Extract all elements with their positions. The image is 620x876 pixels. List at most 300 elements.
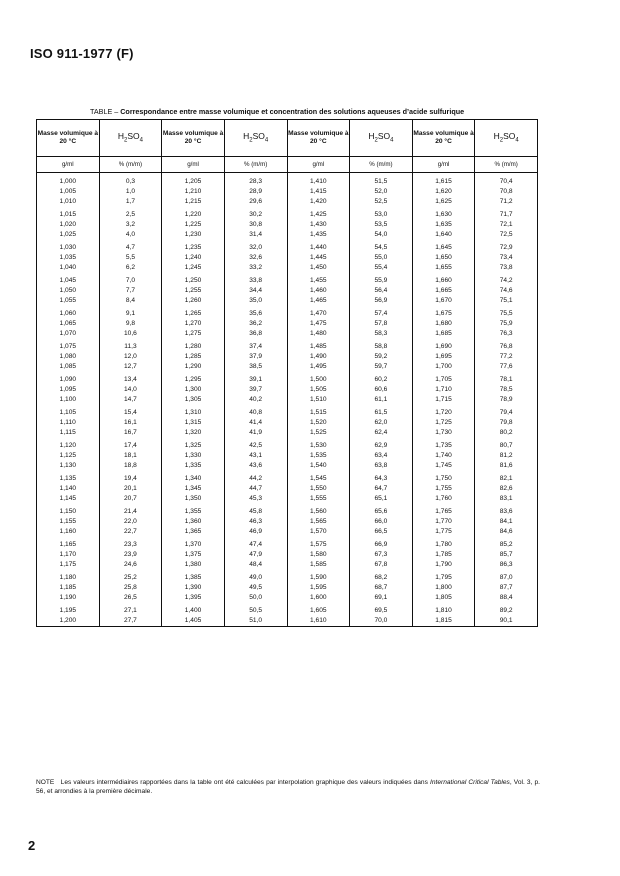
- density-cell: 1,015: [37, 210, 100, 220]
- density-cell: 1,615: [412, 173, 475, 188]
- concentration-cell: 61,1: [350, 395, 413, 405]
- concentration-cell: 82,6: [475, 484, 538, 494]
- density-cell: 1,490: [287, 352, 350, 362]
- concentration-cell: 70,8: [475, 187, 538, 197]
- concentration-cell: 27,7: [99, 616, 162, 627]
- concentration-cell: 32,6: [224, 253, 287, 263]
- concentration-cell: 88,4: [475, 593, 538, 603]
- table-row: [37, 540, 538, 550]
- page-number: 2: [28, 838, 36, 853]
- concentration-cell: 62,4: [350, 428, 413, 438]
- density-column-header: Masse volumique à 20 °C: [37, 120, 100, 157]
- density-cell: 1,200: [37, 616, 100, 627]
- concentration-cell: 66,5: [350, 527, 413, 537]
- density-cell: 1,700: [412, 362, 475, 372]
- concentration-cell: 44,7: [224, 484, 287, 494]
- table-row: [37, 418, 538, 428]
- concentration-cell: 58,3: [350, 329, 413, 339]
- concentration-cell: 20,1: [99, 484, 162, 494]
- density-cell: 1,275: [162, 329, 225, 339]
- density-cell: 1,530: [287, 441, 350, 451]
- concentration-cell: 80,7: [475, 441, 538, 451]
- concentration-cell: 50,0: [224, 593, 287, 603]
- density-cell: 1,265: [162, 309, 225, 319]
- table-row: [37, 451, 538, 461]
- density-cell: 1,280: [162, 342, 225, 352]
- acid-unit: % (m/m): [99, 157, 162, 173]
- density-cell: 1,395: [162, 593, 225, 603]
- density-cell: 1,640: [412, 230, 475, 240]
- density-cell: 1,090: [37, 375, 100, 385]
- density-cell: 1,565: [287, 517, 350, 527]
- density-cell: 1,650: [412, 253, 475, 263]
- concentration-cell: 62,0: [350, 418, 413, 428]
- table-row: [37, 517, 538, 527]
- concentration-cell: 70,0: [350, 616, 413, 627]
- density-cell: 1,750: [412, 474, 475, 484]
- density-cell: 1,205: [162, 173, 225, 188]
- concentration-cell: 27,1: [99, 606, 162, 616]
- concentration-cell: 24,6: [99, 560, 162, 570]
- concentration-cell: 43,6: [224, 461, 287, 471]
- density-cell: 1,300: [162, 385, 225, 395]
- density-cell: 1,625: [412, 197, 475, 207]
- concentration-cell: 41,9: [224, 428, 287, 438]
- table-row: [37, 276, 538, 286]
- concentration-cell: 83,1: [475, 494, 538, 504]
- density-cell: 1,660: [412, 276, 475, 286]
- concentration-cell: 62,9: [350, 441, 413, 451]
- density-cell: 1,730: [412, 428, 475, 438]
- table-row: [37, 375, 538, 385]
- concentration-cell: 73,8: [475, 263, 538, 273]
- document-header: ISO 911-1977 (F): [30, 46, 134, 61]
- concentration-cell: 73,4: [475, 253, 538, 263]
- density-cell: 1,645: [412, 243, 475, 253]
- concentration-cell: 18,8: [99, 461, 162, 471]
- density-cell: 1,425: [287, 210, 350, 220]
- density-cell: 1,675: [412, 309, 475, 319]
- acid-unit: % (m/m): [350, 157, 413, 173]
- density-cell: 1,445: [287, 253, 350, 263]
- table-row: [37, 408, 538, 418]
- concentration-cell: 23,3: [99, 540, 162, 550]
- caption-text: Correspondance entre masse volumique et concentration des solutions aqueuses d’acide sulfurique: [120, 107, 465, 116]
- density-cell: 1,505: [287, 385, 350, 395]
- concentration-cell: 85,2: [475, 540, 538, 550]
- density-cell: 1,580: [287, 550, 350, 560]
- note-text: Les valeurs intermédiaires rapportées dans la table ont été calculées par interpolation graphique des valeurs indiquées dans: [60, 779, 428, 786]
- density-unit: g/ml: [412, 157, 475, 173]
- density-cell: 1,620: [412, 187, 475, 197]
- density-cell: 1,270: [162, 319, 225, 329]
- table-row: [37, 342, 538, 352]
- density-cell: 1,080: [37, 352, 100, 362]
- density-cell: 1,240: [162, 253, 225, 263]
- concentration-cell: 63,4: [350, 451, 413, 461]
- density-column-header: Masse volumique à 20 °C: [162, 120, 225, 157]
- density-cell: 1,325: [162, 441, 225, 451]
- density-cell: 1,115: [37, 428, 100, 438]
- table-row: [37, 187, 538, 197]
- concentration-cell: 22,0: [99, 517, 162, 527]
- note-label: NOTE: [36, 779, 55, 786]
- concentration-cell: 57,8: [350, 319, 413, 329]
- density-cell: 1,035: [37, 253, 100, 263]
- concentration-cell: 3,2: [99, 220, 162, 230]
- concentration-cell: 80,2: [475, 428, 538, 438]
- concentration-cell: 6,2: [99, 263, 162, 273]
- density-cell: 1,665: [412, 286, 475, 296]
- concentration-cell: 49,5: [224, 583, 287, 593]
- density-cell: 1,800: [412, 583, 475, 593]
- acid-column-header: $H_2SO_4$: [99, 120, 162, 157]
- table-row: [37, 616, 538, 627]
- table-row: [37, 560, 538, 570]
- density-cell: 1,230: [162, 230, 225, 240]
- concentration-cell: 33,2: [224, 263, 287, 273]
- density-cell: 1,215: [162, 197, 225, 207]
- density-cell: 1,550: [287, 484, 350, 494]
- concentration-cell: 54,0: [350, 230, 413, 240]
- table-row: [37, 220, 538, 230]
- concentration-cell: 40,2: [224, 395, 287, 405]
- density-cell: 1,745: [412, 461, 475, 471]
- concentration-cell: 72,5: [475, 230, 538, 240]
- density-cell: 1,795: [412, 573, 475, 583]
- note-tail: , Vol. 3, p. 56, et arrondies à la première décimale.: [36, 779, 541, 795]
- concentration-cell: 63,8: [350, 461, 413, 471]
- density-cell: 1,360: [162, 517, 225, 527]
- density-cell: 1,110: [37, 418, 100, 428]
- density-cell: 1,405: [162, 616, 225, 627]
- density-cell: 1,185: [37, 583, 100, 593]
- concentration-cell: 54,5: [350, 243, 413, 253]
- concentration-cell: 35,6: [224, 309, 287, 319]
- density-cell: 1,485: [287, 342, 350, 352]
- concentration-cell: 58,8: [350, 342, 413, 352]
- density-cell: 1,495: [287, 362, 350, 372]
- concentration-cell: 40,8: [224, 408, 287, 418]
- density-cell: 1,435: [287, 230, 350, 240]
- density-cell: 1,165: [37, 540, 100, 550]
- table-row: [37, 385, 538, 395]
- concentration-cell: 34,4: [224, 286, 287, 296]
- concentration-cell: 33,8: [224, 276, 287, 286]
- concentration-cell: 37,9: [224, 352, 287, 362]
- concentration-cell: 14,0: [99, 385, 162, 395]
- density-cell: 1,305: [162, 395, 225, 405]
- density-cell: 1,150: [37, 507, 100, 517]
- density-cell: 1,025: [37, 230, 100, 240]
- table-row: [37, 230, 538, 240]
- density-cell: 1,815: [412, 616, 475, 627]
- density-cell: 1,765: [412, 507, 475, 517]
- density-cell: 1,190: [37, 593, 100, 603]
- concentration-cell: 56,9: [350, 296, 413, 306]
- concentration-cell: 44,2: [224, 474, 287, 484]
- table-note: [36, 778, 540, 796]
- density-cell: 1,475: [287, 319, 350, 329]
- concentration-cell: 67,8: [350, 560, 413, 570]
- concentration-cell: 83,6: [475, 507, 538, 517]
- concentration-cell: 81,2: [475, 451, 538, 461]
- table-row: [37, 395, 538, 405]
- density-cell: 1,000: [37, 173, 100, 188]
- density-cell: 1,570: [287, 527, 350, 537]
- density-cell: 1,585: [287, 560, 350, 570]
- table-row: [37, 550, 538, 560]
- concentration-cell: 9,8: [99, 319, 162, 329]
- concentration-cell: 36,2: [224, 319, 287, 329]
- density-cell: 1,695: [412, 352, 475, 362]
- concentration-cell: 1,7: [99, 197, 162, 207]
- concentration-cell: 8,4: [99, 296, 162, 306]
- concentration-cell: 82,1: [475, 474, 538, 484]
- table-row: [37, 263, 538, 273]
- density-cell: 1,260: [162, 296, 225, 306]
- concentration-cell: 72,1: [475, 220, 538, 230]
- density-cell: 1,470: [287, 309, 350, 319]
- concentration-cell: 20,7: [99, 494, 162, 504]
- caption-prefix: TABLE –: [90, 107, 119, 116]
- density-cell: 1,120: [37, 441, 100, 451]
- concentration-cell: 31,4: [224, 230, 287, 240]
- density-cell: 1,345: [162, 484, 225, 494]
- column-header-row: [37, 120, 538, 157]
- density-cell: 1,340: [162, 474, 225, 484]
- concentration-cell: 22,7: [99, 527, 162, 537]
- concentration-cell: 61,5: [350, 408, 413, 418]
- concentration-cell: 77,6: [475, 362, 538, 372]
- concentration-cell: 37,4: [224, 342, 287, 352]
- concentration-cell: 71,7: [475, 210, 538, 220]
- density-cell: 1,005: [37, 187, 100, 197]
- concentration-cell: 65,6: [350, 507, 413, 517]
- density-cell: 1,095: [37, 385, 100, 395]
- acid-column-header: $H_2SO_4$: [475, 120, 538, 157]
- density-cell: 1,295: [162, 375, 225, 385]
- density-cell: 1,635: [412, 220, 475, 230]
- concentration-cell: 81,6: [475, 461, 538, 471]
- density-cell: 1,560: [287, 507, 350, 517]
- density-cell: 1,465: [287, 296, 350, 306]
- concentration-cell: 77,2: [475, 352, 538, 362]
- concentration-cell: 41,4: [224, 418, 287, 428]
- concentration-cell: 55,0: [350, 253, 413, 263]
- density-unit: g/ml: [287, 157, 350, 173]
- density-column-header: Masse volumique à 20 °C: [287, 120, 350, 157]
- concentration-cell: 16,1: [99, 418, 162, 428]
- concentration-cell: 11,3: [99, 342, 162, 352]
- density-cell: 1,455: [287, 276, 350, 286]
- density-cell: 1,290: [162, 362, 225, 372]
- concentration-cell: 45,8: [224, 507, 287, 517]
- density-cell: 1,575: [287, 540, 350, 550]
- density-cell: 1,180: [37, 573, 100, 583]
- concentration-cell: 53,5: [350, 220, 413, 230]
- density-cell: 1,075: [37, 342, 100, 352]
- density-cell: 1,630: [412, 210, 475, 220]
- concentration-cell: 57,4: [350, 309, 413, 319]
- density-cell: 1,125: [37, 451, 100, 461]
- density-cell: 1,430: [287, 220, 350, 230]
- concentration-cell: 4,7: [99, 243, 162, 253]
- density-cell: 1,155: [37, 517, 100, 527]
- concentration-cell: 52,0: [350, 187, 413, 197]
- density-cell: 1,285: [162, 352, 225, 362]
- table-row: [37, 593, 538, 603]
- density-cell: 1,070: [37, 329, 100, 339]
- density-cell: 1,220: [162, 210, 225, 220]
- table-row: [37, 362, 538, 372]
- concentration-cell: 28,3: [224, 173, 287, 188]
- density-cell: 1,680: [412, 319, 475, 329]
- concentration-cell: 79,8: [475, 418, 538, 428]
- table-row: [37, 527, 538, 537]
- concentration-cell: 84,1: [475, 517, 538, 527]
- density-cell: 1,775: [412, 527, 475, 537]
- concentration-cell: 78,5: [475, 385, 538, 395]
- concentration-cell: 90,1: [475, 616, 538, 627]
- table-row: [37, 507, 538, 517]
- concentration-cell: 4,0: [99, 230, 162, 240]
- density-cell: 1,460: [287, 286, 350, 296]
- density-cell: 1,135: [37, 474, 100, 484]
- concentration-cell: 43,1: [224, 451, 287, 461]
- density-cell: 1,255: [162, 286, 225, 296]
- density-cell: 1,720: [412, 408, 475, 418]
- table-row: [37, 210, 538, 220]
- concentration-cell: 15,4: [99, 408, 162, 418]
- density-cell: 1,105: [37, 408, 100, 418]
- density-cell: 1,140: [37, 484, 100, 494]
- concentration-cell: 74,2: [475, 276, 538, 286]
- concentration-cell: 68,7: [350, 583, 413, 593]
- density-cell: 1,655: [412, 263, 475, 273]
- density-cell: 1,740: [412, 451, 475, 461]
- density-cell: 1,710: [412, 385, 475, 395]
- concentration-cell: 78,1: [475, 375, 538, 385]
- density-cell: 1,605: [287, 606, 350, 616]
- density-cell: 1,250: [162, 276, 225, 286]
- table-row: [37, 484, 538, 494]
- table-row: [37, 253, 538, 263]
- table-row: [37, 428, 538, 438]
- density-cell: 1,130: [37, 461, 100, 471]
- concentration-cell: 52,5: [350, 197, 413, 207]
- concentration-cell: 19,4: [99, 474, 162, 484]
- density-cell: 1,805: [412, 593, 475, 603]
- density-cell: 1,100: [37, 395, 100, 405]
- table-row: [37, 474, 538, 484]
- density-cell: 1,535: [287, 451, 350, 461]
- concentration-cell: 75,9: [475, 319, 538, 329]
- density-cell: 1,555: [287, 494, 350, 504]
- density-cell: 1,040: [37, 263, 100, 273]
- concentration-cell: 48,4: [224, 560, 287, 570]
- acid-column-header: $H_2SO_4$: [350, 120, 413, 157]
- concentration-cell: 38,5: [224, 362, 287, 372]
- concentration-cell: 89,2: [475, 606, 538, 616]
- concentration-cell: 39,1: [224, 375, 287, 385]
- concentration-cell: 51,0: [224, 616, 287, 627]
- density-cell: 1,780: [412, 540, 475, 550]
- density-cell: 1,735: [412, 441, 475, 451]
- density-cell: 1,440: [287, 243, 350, 253]
- density-cell: 1,670: [412, 296, 475, 306]
- table-row: [37, 441, 538, 451]
- concentration-cell: 42,5: [224, 441, 287, 451]
- concentration-cell: 87,7: [475, 583, 538, 593]
- density-cell: 1,350: [162, 494, 225, 504]
- concentration-cell: 32,0: [224, 243, 287, 253]
- table-row: [37, 461, 538, 471]
- density-cell: 1,715: [412, 395, 475, 405]
- table-row: [37, 494, 538, 504]
- concentration-cell: 69,1: [350, 593, 413, 603]
- concentration-cell: 76,3: [475, 329, 538, 339]
- table-row: [37, 573, 538, 583]
- concentration-cell: 69,5: [350, 606, 413, 616]
- concentration-cell: 12,0: [99, 352, 162, 362]
- density-cell: 1,610: [287, 616, 350, 627]
- acid-column-header: $H_2SO_4$: [224, 120, 287, 157]
- density-cell: 1,400: [162, 606, 225, 616]
- density-cell: 1,785: [412, 550, 475, 560]
- density-cell: 1,525: [287, 428, 350, 438]
- density-concentration-table: [36, 119, 538, 627]
- density-cell: 1,760: [412, 494, 475, 504]
- concentration-cell: 30,2: [224, 210, 287, 220]
- concentration-cell: 35,0: [224, 296, 287, 306]
- density-cell: 1,030: [37, 243, 100, 253]
- density-unit: g/ml: [162, 157, 225, 173]
- density-cell: 1,055: [37, 296, 100, 306]
- density-cell: 1,725: [412, 418, 475, 428]
- density-cell: 1,365: [162, 527, 225, 537]
- table-row: [37, 173, 538, 188]
- table-row: [37, 309, 538, 319]
- concentration-cell: 45,3: [224, 494, 287, 504]
- concentration-cell: 13,4: [99, 375, 162, 385]
- concentration-cell: 53,0: [350, 210, 413, 220]
- density-cell: 1,170: [37, 550, 100, 560]
- table-row: [37, 197, 538, 207]
- density-cell: 1,540: [287, 461, 350, 471]
- concentration-cell: 7,0: [99, 276, 162, 286]
- density-cell: 1,480: [287, 329, 350, 339]
- concentration-cell: 29,6: [224, 197, 287, 207]
- density-cell: 1,320: [162, 428, 225, 438]
- concentration-cell: 47,9: [224, 550, 287, 560]
- concentration-cell: 84,6: [475, 527, 538, 537]
- concentration-cell: 17,4: [99, 441, 162, 451]
- concentration-cell: 74,6: [475, 286, 538, 296]
- concentration-cell: 78,9: [475, 395, 538, 405]
- concentration-cell: 55,9: [350, 276, 413, 286]
- concentration-cell: 9,1: [99, 309, 162, 319]
- concentration-cell: 28,9: [224, 187, 287, 197]
- density-cell: 1,355: [162, 507, 225, 517]
- density-cell: 1,010: [37, 197, 100, 207]
- concentration-cell: 26,5: [99, 593, 162, 603]
- density-unit: g/ml: [37, 157, 100, 173]
- concentration-cell: 21,4: [99, 507, 162, 517]
- concentration-cell: 18,1: [99, 451, 162, 461]
- density-cell: 1,705: [412, 375, 475, 385]
- density-cell: 1,790: [412, 560, 475, 570]
